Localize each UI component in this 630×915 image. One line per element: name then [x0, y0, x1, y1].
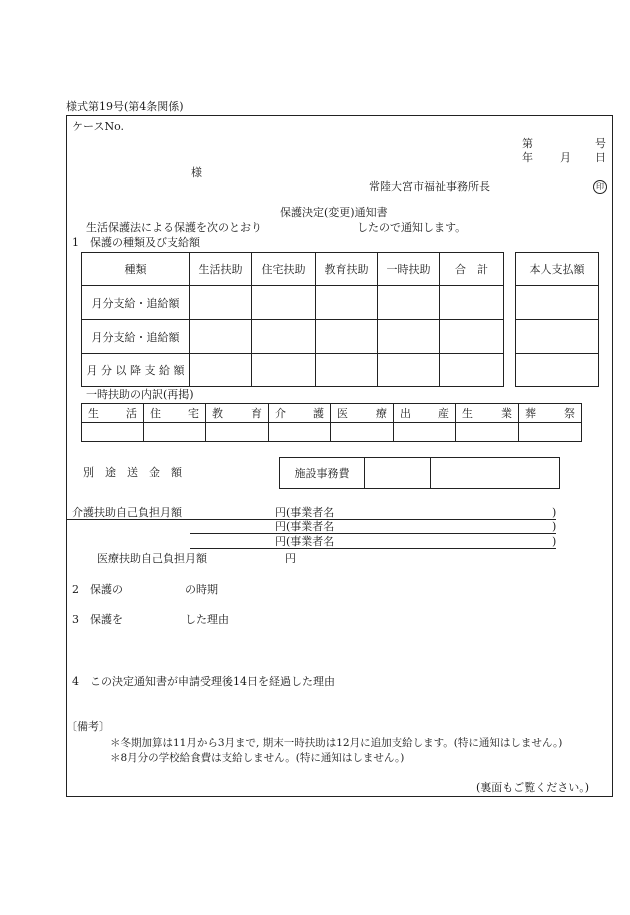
remark-line: ＊冬期加算は11月から3月まで, 期末一時扶助は12月に追加支給します。(特に通知はしません。) [110, 737, 563, 749]
amount-cell [378, 320, 440, 354]
day-label: 日 [595, 151, 606, 164]
column-header: 一時扶助 [378, 253, 440, 286]
amount-cell [252, 354, 316, 387]
amount-cell [519, 423, 582, 442]
form-number-label: 様式第19号(第4条関係) [66, 100, 184, 113]
amount-cell [440, 286, 504, 320]
amount-cell [190, 354, 252, 387]
item3-label-a: 3 保護を [72, 613, 123, 626]
amount-cell [316, 320, 378, 354]
self-payment-cell [516, 286, 599, 320]
column-header: 葬 祭 [519, 404, 582, 423]
close-paren: ) [552, 520, 557, 533]
care-provider-line: 円(事業者名 [275, 520, 335, 533]
year-label: 年 [522, 151, 533, 164]
month-label: 月 [560, 151, 571, 164]
amount-cell [190, 320, 252, 354]
close-paren: ) [552, 535, 557, 548]
column-header: 教 育 [206, 404, 269, 423]
benefit-amount-table [81, 252, 504, 387]
breakdown-header-row [82, 404, 582, 423]
close-paren: ) [552, 506, 557, 519]
self-payment-table [515, 252, 599, 387]
amount-cell [456, 423, 519, 442]
table-row [82, 354, 504, 387]
amount-cell [252, 286, 316, 320]
amount-cell [331, 423, 394, 442]
temporary-aid-caption: 一時扶助の内訳(再掲) [86, 388, 194, 401]
item2-label-b: の時期 [185, 583, 218, 596]
amount-cell [144, 423, 206, 442]
item3-label-b: した理由 [185, 613, 229, 626]
amount-cell [378, 354, 440, 387]
intro-text-b: したので通知します。 [357, 221, 467, 234]
care-provider-line: 円(事業者名 [275, 535, 335, 548]
item4-label: 4 この決定通知書が申請受理後14日を経過した理由 [72, 675, 335, 688]
breakdown-value-row [82, 423, 582, 442]
amount-cell [440, 354, 504, 387]
row-label: 月 分 以 降 支 給 額 [82, 354, 190, 387]
amount-cell [206, 423, 269, 442]
self-payment-cell [516, 320, 599, 354]
amount-cell [378, 286, 440, 320]
amount-cell [252, 320, 316, 354]
self-payment-header: 本人支払額 [516, 253, 599, 286]
column-header: 生活扶助 [190, 253, 252, 286]
amount-cell [316, 286, 378, 320]
amount-cell [269, 423, 331, 442]
column-header: 種類 [82, 253, 190, 286]
amount-cell [316, 354, 378, 387]
care-line-divider [190, 533, 556, 534]
amount-cell [394, 423, 456, 442]
intro-text-a: 生活保護法による保護を次のとおり [86, 221, 262, 234]
column-header: 生 業 [456, 404, 519, 423]
care-provider-line: 円(事業者名 [275, 506, 335, 519]
facility-fee-box [279, 457, 560, 489]
remark-line: ＊8月分の学校給食費は支給しません。(特に通知はしません。) [110, 752, 405, 764]
temporary-aid-breakdown-table [81, 403, 582, 442]
care-copay-label: 介護扶助自己負担月額 [72, 506, 182, 519]
case-number-label: ケースNo. [72, 120, 125, 133]
document-title: 保護決定(変更)通知書 [280, 206, 388, 219]
column-header: 生 活 [82, 404, 144, 423]
column-header: 介 護 [269, 404, 331, 423]
see-reverse-note: (裏面もご覧ください。) [476, 781, 590, 794]
table-row [82, 320, 504, 354]
medical-yen-label: 円 [285, 552, 296, 565]
number-dai-label: 第 [522, 137, 533, 150]
facility-fee-label: 施設事務費 [280, 458, 365, 488]
care-line-divider [190, 548, 556, 549]
remarks-label: 〔備考〕 [66, 720, 110, 733]
row-label: 月分支給・追給額 [82, 320, 190, 354]
addressee-sama-label: 様 [191, 166, 202, 179]
column-header: 出 産 [394, 404, 456, 423]
amount-cell [82, 423, 144, 442]
table-header-row [82, 253, 504, 286]
column-header: 教育扶助 [316, 253, 378, 286]
separate-remittance-label: 別 途 送 金 額 [83, 466, 182, 479]
facility-fee-cell [364, 458, 431, 488]
column-header: 住宅扶助 [252, 253, 316, 286]
medical-copay-label: 医療扶助自己負担月額 [97, 552, 207, 565]
table-row [82, 286, 504, 320]
column-header: 医 療 [331, 404, 394, 423]
amount-cell [440, 320, 504, 354]
column-header: 合 計 [440, 253, 504, 286]
column-header: 住 宅 [144, 404, 206, 423]
self-payment-cell [516, 354, 599, 387]
amount-cell [190, 286, 252, 320]
seal-stamp: 印 [593, 180, 607, 194]
item2-label-a: 2 保護の [72, 583, 123, 596]
row-label: 月分支給・追給額 [82, 286, 190, 320]
section1-heading: 1 保護の種類及び支給額 [72, 236, 200, 249]
issuer-name: 常陸大宮市福祉事務所長 [369, 180, 490, 193]
number-go-label: 号 [595, 137, 606, 150]
